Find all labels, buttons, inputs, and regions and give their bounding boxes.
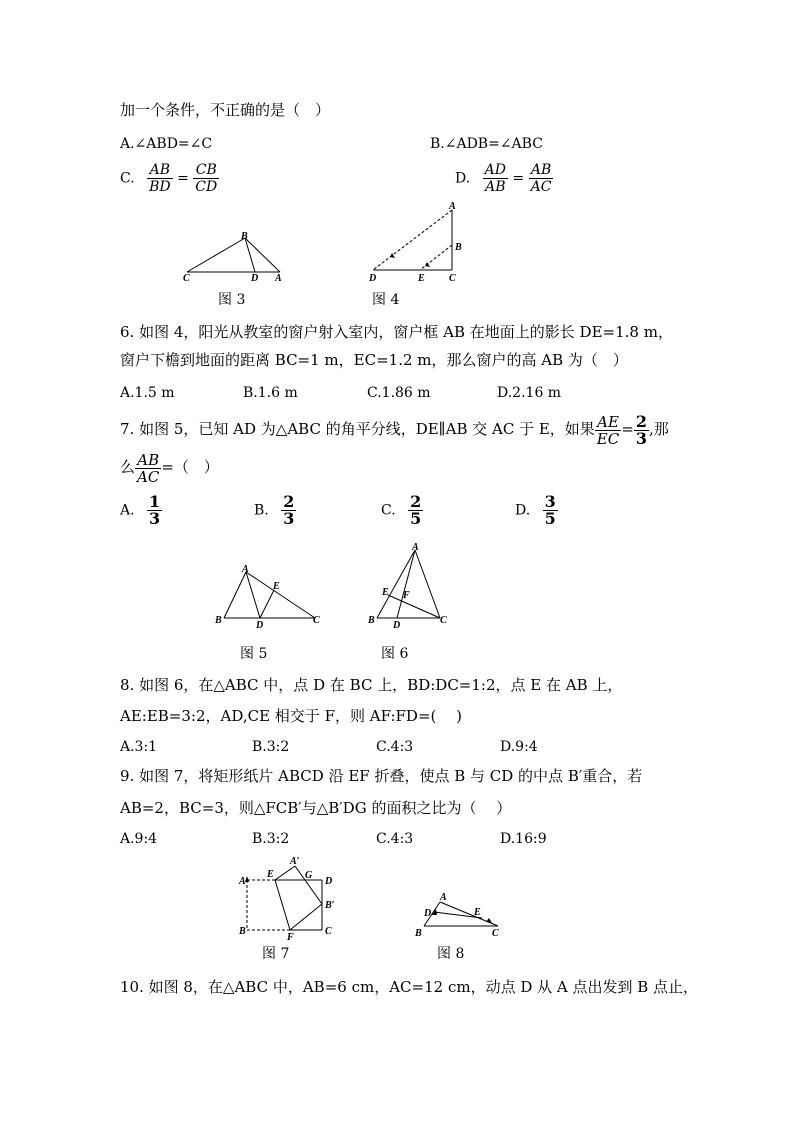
q6-option-a: A.1.5 m <box>120 385 175 401</box>
fig3-caption: 图 3 <box>218 292 246 308</box>
q7-line-2-text: 么 <box>120 458 136 476</box>
fraction-numerator: 2 <box>283 492 295 511</box>
fraction-denominator: AC <box>530 179 552 195</box>
fig4-arrowhead <box>425 262 430 267</box>
fig4-ray-be <box>420 245 452 270</box>
q6-option-d: D.2.16 m <box>497 385 562 401</box>
fig7-label-f: F <box>287 932 294 943</box>
fig5-label-e: E <box>273 581 280 592</box>
fraction-denominator: 3 <box>635 428 647 448</box>
fig5-label-d: D <box>256 620 264 631</box>
fig4-caption: 图 4 <box>372 292 400 308</box>
figure-6 <box>365 540 455 632</box>
fraction-denominator: AB <box>485 179 506 195</box>
q8-option-c: C.4:3 <box>376 739 414 755</box>
fig7-caption: 图 7 <box>262 946 290 962</box>
fig6-label-e: E <box>382 587 389 598</box>
fig4-label-a: A <box>449 201 456 212</box>
fig5-label-a: A <box>242 564 249 575</box>
q9-option-c: C.4:3 <box>376 831 414 847</box>
fig6-label-c: C <box>440 615 447 626</box>
figure-3 <box>175 228 295 288</box>
q5-d-right-fraction <box>529 162 554 195</box>
fig6-segment-ac <box>415 550 440 618</box>
fig6-caption: 图 6 <box>381 646 409 662</box>
fraction-numerator: CB <box>193 162 219 179</box>
q6-option-c: C.1.86 m <box>367 385 431 401</box>
q8-line-2: AE:EB=3:2，AD,CE 相交于 F，则 AF:FD=( ) <box>120 707 462 725</box>
fig6-label-b: B <box>368 615 375 626</box>
fraction-denominator: 3 <box>149 509 161 528</box>
q5-option-c-label: C. <box>120 170 135 187</box>
fig4-ray-ad <box>373 210 452 270</box>
q7-option-b-fraction <box>281 494 296 527</box>
fig6-segment-ec <box>388 595 440 618</box>
fig7-label-a-prime: A′ <box>290 856 300 867</box>
q6-line-1: 6. 如图 4，阳光从教室的窗户射入室内，窗户框 AB 在地面上的影长 DE=1.8 m， <box>120 323 673 341</box>
q6-line-2: 窗户下檐到地面的距离 BC=1 m，EC=1.2 m，那么窗户的高 AB 为（ ） <box>120 351 628 369</box>
q5-option-c: C. $\frac{AB}{BD}$ = $\frac{CB}{CD}$ <box>120 162 218 195</box>
fig3-label-a: A <box>275 273 282 284</box>
q7-option-a-fraction <box>147 494 162 527</box>
q9-option-d: D.16:9 <box>500 831 547 847</box>
fig7-label-g: G <box>305 870 313 881</box>
q5-option-b: B.∠ADB=∠ABC <box>430 136 543 152</box>
q7-option-b-label: B. <box>254 502 269 519</box>
q7-option-a-label: A. <box>120 502 135 519</box>
fig6-label-a: A <box>412 542 419 553</box>
fraction-numerator: 2 <box>410 492 422 511</box>
q7-fraction-ae-ec <box>595 414 621 447</box>
q7-line-1-tail: ,那 <box>648 420 669 438</box>
fig5-label-c: C <box>313 615 320 626</box>
figure-7 <box>235 852 350 942</box>
q7-line-1-text: 7. 如图 5，已知 AD 为△ABC 的角平分线，DE∥AB 交 AC 于 E，如果 <box>120 420 595 438</box>
fig7-edge-eap <box>275 866 295 880</box>
fig8-label-a: A <box>440 892 447 903</box>
figure-8 <box>412 890 512 942</box>
q7-option-b <box>254 494 296 527</box>
fig7-label-d: D <box>325 876 333 887</box>
fig6-label-d: D <box>393 620 401 631</box>
q8-line-1: 8. 如图 6，在△ABC 中，点 D 在 BC 上，BD:DC=1:2，点 E 在 AB 上， <box>120 676 623 694</box>
fig3-label-d: D <box>251 273 259 284</box>
q7-option-a <box>120 494 162 527</box>
fig4-label-c: C <box>449 273 456 284</box>
q7-line-2 <box>120 450 219 485</box>
fraction-numerator: AB <box>529 162 554 179</box>
fig7-label-c: C <box>325 926 332 937</box>
fraction-numerator: AD <box>484 162 506 178</box>
fig6-label-f: F <box>403 590 410 601</box>
q8-option-d: D.9:4 <box>500 739 538 755</box>
q7-fraction-2-3 <box>634 411 649 448</box>
fig4-label-e: E <box>418 273 425 284</box>
fraction-numerator: AE <box>595 414 621 431</box>
fraction-denominator: 3 <box>283 509 295 528</box>
fraction-denominator: 5 <box>544 509 556 528</box>
fig7-label-a: A <box>239 876 246 887</box>
q7-fraction-ab-ac <box>135 452 161 485</box>
fig7-label-b-prime: B′ <box>325 900 335 911</box>
fig8-arrowhead <box>486 918 492 923</box>
q7-option-c-fraction <box>408 494 423 527</box>
fig7-fold-ef <box>275 880 290 930</box>
fig7-label-e: E <box>267 869 274 880</box>
q5-tail: 加一个条件，不正确的是（ ） <box>120 101 331 119</box>
q8-option-b: B.3:2 <box>252 739 290 755</box>
fraction-numerator: AB <box>135 452 161 469</box>
fraction-denominator: AC <box>137 467 160 486</box>
fig5-segment-ac <box>246 572 315 618</box>
q6-option-b: B.1.6 m <box>243 385 298 401</box>
fig6-segment-ba <box>377 550 415 618</box>
fig3-segment-cb <box>187 238 245 272</box>
fig7-edge-fbp <box>290 904 322 930</box>
fraction-denominator: 5 <box>410 509 422 528</box>
q7-line-2-tail: =（ ） <box>161 458 219 476</box>
q9-line-2: AB=2，BC=3，则△FCB′与△B′DG 的面积之比为（ ） <box>120 799 512 817</box>
fig6-segment-ad <box>397 550 415 618</box>
fig5-label-b: B <box>215 615 222 626</box>
fig5-caption: 图 5 <box>240 646 268 662</box>
fig3-label-c: C <box>183 273 190 284</box>
q5-c-left-fraction <box>147 162 173 195</box>
q7-option-d-label: D. <box>515 502 531 519</box>
fig8-label-b: B <box>415 928 422 939</box>
q7-line-1 <box>120 412 669 447</box>
q5-option-a: A.∠ABD=∠C <box>120 136 213 152</box>
fraction-denominator: EC <box>596 429 620 448</box>
fig4-label-b: B <box>455 242 462 253</box>
fig7-label-b: B <box>239 926 246 937</box>
q7-option-d <box>515 494 558 527</box>
fig8-label-d: D <box>424 908 432 919</box>
fig5-segment-de <box>260 590 274 618</box>
q10-line-1: 10. 如图 8，在△ABC 中，AB=6 cm，AC=12 cm，动点 D 从 A 点出发到 B 点止， <box>120 978 699 996</box>
q7-option-d-fraction <box>543 494 558 527</box>
fig5-segment-ad <box>246 572 260 618</box>
fraction-denominator: CD <box>195 179 218 195</box>
fraction-numerator: 2 <box>635 411 647 431</box>
fig4-label-d: D <box>369 273 377 284</box>
fraction-numerator: 1 <box>149 492 161 511</box>
fig8-caption: 图 8 <box>437 946 465 962</box>
q8-option-a: A.3:1 <box>120 739 158 755</box>
fig5-segment-ba <box>224 572 246 618</box>
q7-option-c-label: C. <box>381 502 396 519</box>
figure-5 <box>212 560 327 632</box>
q5-d-left-fraction <box>483 162 508 195</box>
fig8-label-e: E <box>474 907 481 918</box>
fraction-numerator: AB <box>147 162 173 179</box>
q7-equals: = <box>621 420 634 438</box>
q9-option-a: A.9:4 <box>120 831 158 847</box>
fraction-numerator: 3 <box>544 492 556 511</box>
q5-option-d: D. $\frac{AD}{AB}$ = $\frac{AB}{AC}$ <box>455 162 552 195</box>
q5-c-right-fraction <box>193 162 219 195</box>
fraction-denominator: BD <box>149 179 171 195</box>
q7-option-c <box>381 494 423 527</box>
fig8-label-c: C <box>492 928 499 939</box>
fig3-label-b: B <box>241 231 248 242</box>
figure-4 <box>365 200 475 290</box>
q9-option-b: B.3:2 <box>252 831 290 847</box>
q5-option-d-label: D. <box>455 170 471 187</box>
q9-line-1: 9. 如图 7，将矩形纸片 ABCD 沿 EF 折叠，使点 B 与 CD 的中点 B′重合，若 <box>120 767 643 785</box>
